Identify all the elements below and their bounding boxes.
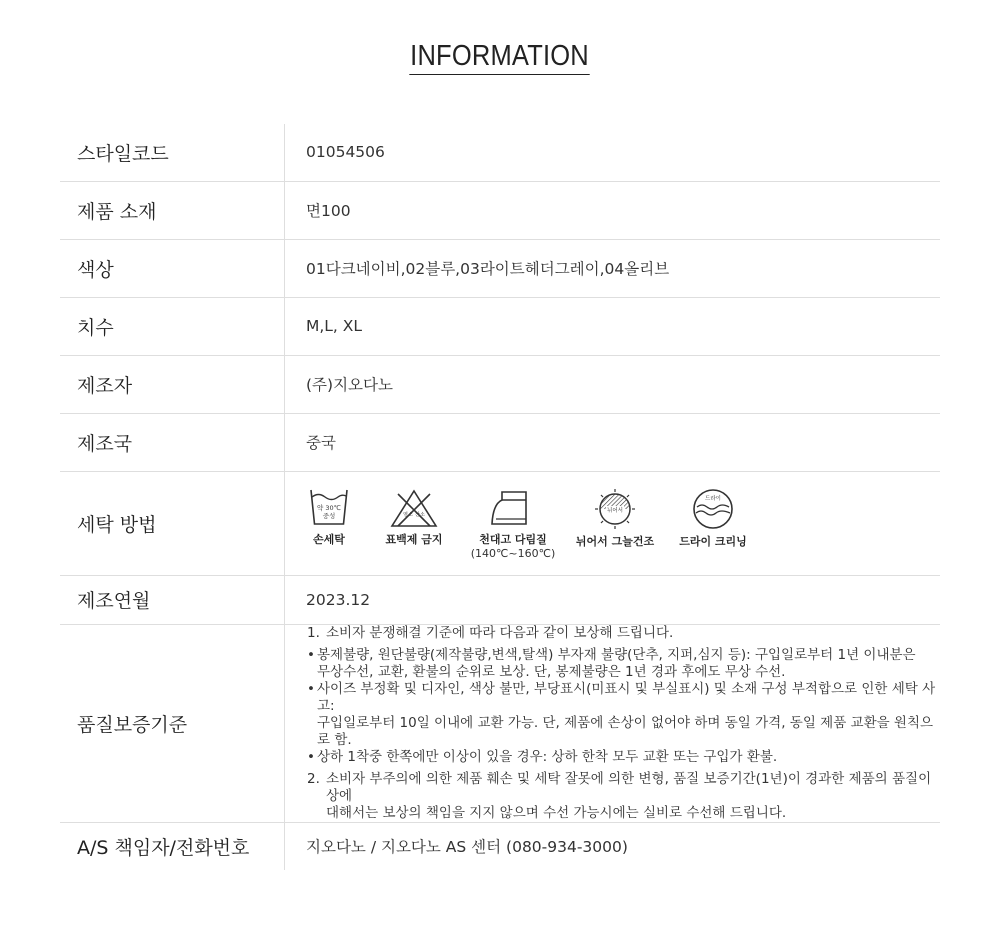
row-label: 제조자	[60, 355, 285, 413]
row-value: 01다크네이비,02블루,03라이트헤더그레이,04올리브	[285, 239, 941, 297]
hand-wash-detergent: 중성	[322, 511, 336, 520]
quality-bullet	[307, 749, 940, 766]
row-color	[60, 239, 940, 297]
bullet-line: 사이즈 부정확 및 디자인, 색상 불만, 부당표시(미표시 및 부실표시) 및 소재 구성 부적합으로 인한 세탁 사고:	[317, 680, 936, 714]
quality-bullet	[307, 681, 940, 749]
hand-wash-icon	[307, 488, 351, 528]
row-quality	[60, 624, 940, 822]
no-bleach-chlorine: 염소	[403, 511, 413, 518]
title-wrap	[0, 40, 1000, 75]
dry-clean-text: 드라이	[705, 495, 721, 502]
care-cell	[285, 471, 941, 575]
info-table	[60, 124, 940, 870]
care-label: 천대고 다림질	[479, 532, 547, 546]
row-manufacturer	[60, 355, 940, 413]
row-label: 스타일코드	[60, 124, 285, 181]
bullet-mark: •	[307, 680, 315, 697]
row-value: 01054506	[285, 124, 941, 181]
shade-dry-text: 뉘어서	[607, 507, 623, 514]
iron-icon	[488, 488, 538, 528]
care-item-no-bleach	[368, 488, 460, 547]
page-title: INFORMATION	[410, 40, 590, 75]
bullet-line: 봉제불량, 원단불량(제작불량,변색,탈색) 부자재 불량(단추, 지퍼,심지 등): 구입일로부터 1년 이내분은	[317, 646, 916, 663]
care-item-hand-wash	[299, 488, 359, 547]
row-as	[60, 822, 940, 870]
row-value: (주)지오다노	[285, 355, 941, 413]
quality-cell	[285, 624, 941, 822]
care-sub-label: (140℃~160℃)	[470, 546, 556, 560]
hand-wash-temp: 약 30℃	[317, 503, 341, 512]
care-icons	[299, 486, 940, 561]
care-label: 뉘어서 그늘건조	[575, 534, 655, 548]
quality-item-1	[307, 625, 940, 642]
quality-item-number: 2.	[307, 770, 320, 787]
bullet-mark: •	[307, 748, 315, 765]
quality-item-text: 대해서는 보상의 책임을 지지 않으며 수선 가능시에는 실비로 수선해 드립니다.	[326, 804, 787, 821]
dry-clean-icon	[690, 488, 736, 530]
row-date	[60, 575, 940, 624]
care-label: 손세탁	[313, 532, 345, 546]
quality-text	[307, 625, 940, 822]
row-material	[60, 181, 940, 239]
row-label: 치수	[60, 297, 285, 355]
row-washing	[60, 471, 940, 575]
row-label: 제품 소재	[60, 181, 285, 239]
bullet-line: 구입일로부터 10일 이내에 교환 가능. 단, 제품에 손상이 없어야 하며 동일 가격, 동일 제품 교환을 원칙으로 함.	[317, 714, 934, 748]
care-item-dry-clean	[667, 488, 759, 549]
row-label: 색상	[60, 239, 285, 297]
bullet-mark: •	[307, 646, 315, 663]
row-value: 면100	[285, 181, 941, 239]
care-label: 표백제 금지	[385, 532, 443, 546]
row-value: 지오다노 / 지오다노 AS 센터 (080-934-3000)	[306, 838, 628, 857]
no-bleach-icon	[389, 488, 439, 528]
quality-item-2	[307, 771, 940, 822]
row-value: 2023.12	[285, 575, 941, 624]
bullet-line: 무상수선, 교환, 환불의 순위로 보상. 단, 봉제불량은 1년 경과 후에도 무상 수선.	[317, 663, 786, 680]
quality-item-text: 소비자 부주의에 의한 제품 훼손 및 세탁 잘못에 의한 변형, 품질 보증기간(1년)이 경과한 제품의 품질이상에	[326, 770, 932, 804]
row-label: A/S 책임자/전화번호	[60, 822, 285, 870]
care-item-iron	[467, 488, 559, 561]
shade-dry-icon	[591, 488, 639, 530]
no-bleach-oxygen: 산소	[415, 511, 425, 518]
care-item-shade-dry	[569, 488, 661, 549]
row-value: M,L, XL	[285, 297, 941, 355]
care-label: 드라이 크리닝	[679, 534, 747, 548]
row-style-code	[60, 124, 940, 181]
row-label: 세탁 방법	[60, 471, 285, 575]
quality-item-number: 1.	[307, 624, 320, 641]
row-value: 중국	[285, 413, 941, 471]
row-country	[60, 413, 940, 471]
row-label: 제조국	[60, 413, 285, 471]
bullet-line: 상하 1착중 한쪽에만 이상이 있을 경우: 상하 한착 모두 교환 또는 구입가 환불.	[317, 748, 778, 765]
row-label: 제조연월	[60, 575, 285, 624]
quality-item-text: 소비자 분쟁해결 기준에 따라 다음과 같이 보상해 드립니다.	[326, 624, 674, 641]
row-label: 품질보증기준	[60, 624, 285, 822]
row-size	[60, 297, 940, 355]
quality-bullet	[307, 647, 940, 681]
